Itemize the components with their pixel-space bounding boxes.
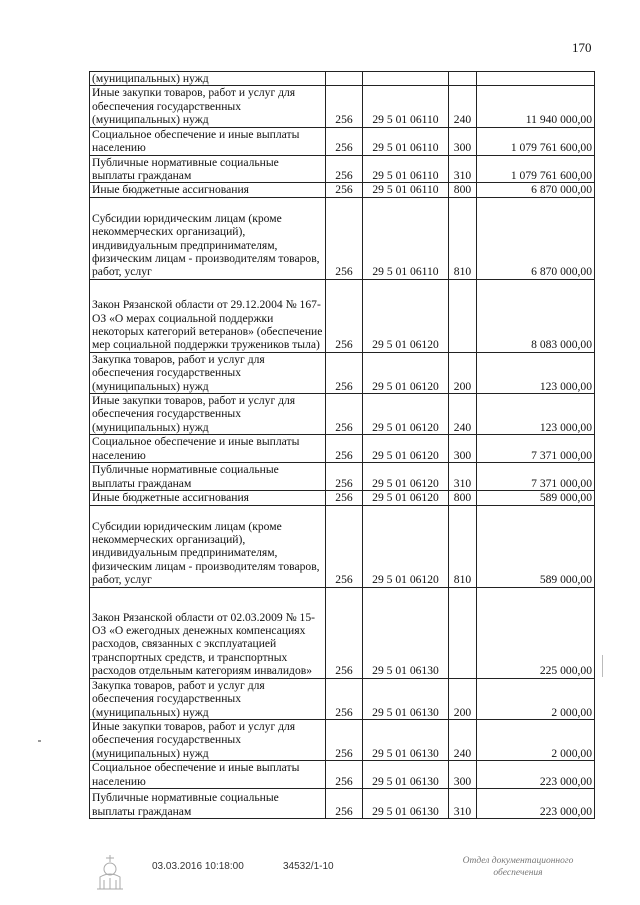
row-amount: 8 083 000,00 — [477, 279, 595, 352]
table-row — [90, 463, 595, 491]
row-ved-code: 256 — [326, 789, 363, 819]
row-amount: 2 000,00 — [477, 678, 595, 719]
row-vr-code: 300 — [449, 435, 477, 463]
row-description: Закупка товаров, работ и услуг для обеспечения государственных (муниципальных) нужд — [90, 352, 326, 393]
row-description: Иные бюджетные ассигнования — [90, 183, 326, 197]
row-ved-code: 256 — [326, 279, 363, 352]
row-amount: 7 371 000,00 — [477, 463, 595, 491]
row-csr-code: 29 5 01 06130 — [363, 678, 449, 719]
row-vr-code — [449, 72, 477, 86]
row-amount: 7 371 000,00 — [477, 435, 595, 463]
table-row — [90, 505, 595, 587]
table-row — [90, 197, 595, 279]
row-csr-code: 29 5 01 06110 — [363, 155, 449, 183]
row-csr-code: 29 5 01 06130 — [363, 719, 449, 760]
row-description: Закон Рязанской области от 02.03.2009 № 15-ОЗ «О ежегодных денежных компенсациях расходов, связанных с эксплуатацией транспортных средств, и транспортных расходов отдельным категориям инвалидов» — [90, 587, 326, 678]
row-ved-code: 256 — [326, 587, 363, 678]
row-vr-code: 810 — [449, 197, 477, 279]
row-amount: 225 000,00 — [477, 587, 595, 678]
table-row — [90, 183, 595, 197]
row-vr-code: 800 — [449, 183, 477, 197]
row-ved-code: 256 — [326, 719, 363, 760]
table-row — [90, 86, 595, 127]
row-ved-code: 256 — [326, 463, 363, 491]
row-description: Публичные нормативные социальные выплаты гражданам — [90, 789, 326, 819]
row-csr-code: 29 5 01 06130 — [363, 789, 449, 819]
row-ved-code: 256 — [326, 761, 363, 789]
row-description: Публичные нормативные социальные выплаты гражданам — [90, 155, 326, 183]
row-vr-code: 200 — [449, 352, 477, 393]
row-ved-code — [326, 72, 363, 86]
stamp-line-1: Отдел документационного — [462, 856, 574, 866]
row-description: Иные закупки товаров, работ и услуг для обеспечения государственных (муниципальных) нужд — [90, 719, 326, 760]
row-csr-code: 29 5 01 06120 — [363, 279, 449, 352]
row-vr-code: 310 — [449, 789, 477, 819]
margin-mark — [602, 655, 603, 677]
stamp-line-2: обеспечения — [493, 868, 543, 878]
row-csr-code: 29 5 01 06120 — [363, 394, 449, 435]
row-ved-code: 256 — [326, 155, 363, 183]
table-row — [90, 761, 595, 789]
row-description: Социальное обеспечение и иные выплаты населению — [90, 761, 326, 789]
table-row — [90, 127, 595, 155]
row-vr-code: 300 — [449, 127, 477, 155]
table-row — [90, 435, 595, 463]
row-description: Субсидии юридическим лицам (кроме некоммерческих организаций), индивидуальным предпринимателям, физическим лицам - производителям товаров, работ, услуг — [90, 505, 326, 587]
row-amount: 589 000,00 — [477, 491, 595, 505]
row-csr-code: 29 5 01 06130 — [363, 587, 449, 678]
row-amount: 6 870 000,00 — [477, 197, 595, 279]
row-amount: 589 000,00 — [477, 505, 595, 587]
row-amount: 1 079 761 600,00 — [477, 155, 595, 183]
row-description: (муниципальных) нужд — [90, 72, 326, 86]
row-vr-code: 240 — [449, 394, 477, 435]
coat-of-arms-icon — [93, 853, 127, 896]
row-csr-code: 29 5 01 06110 — [363, 86, 449, 127]
footer-datetime: 03.03.2016 10:18:00 — [152, 861, 244, 872]
row-ved-code: 256 — [326, 394, 363, 435]
row-vr-code: 200 — [449, 678, 477, 719]
row-ved-code: 256 — [326, 127, 363, 155]
row-csr-code: 29 5 01 06110 — [363, 183, 449, 197]
row-amount: 223 000,00 — [477, 761, 595, 789]
row-ved-code: 256 — [326, 491, 363, 505]
row-ved-code: 256 — [326, 197, 363, 279]
row-csr-code: 29 5 01 06120 — [363, 491, 449, 505]
table-row — [90, 72, 595, 86]
row-description: Субсидии юридическим лицам (кроме некоммерческих организаций), индивидуальным предпринимателям, физическим лицам - производителям товаров, работ, услуг — [90, 197, 326, 279]
row-amount: 1 079 761 600,00 — [477, 127, 595, 155]
budget-table — [89, 71, 595, 819]
table-row — [90, 719, 595, 760]
row-vr-code: 310 — [449, 463, 477, 491]
table-row — [90, 155, 595, 183]
department-stamp — [438, 855, 598, 879]
row-csr-code: 29 5 01 06110 — [363, 127, 449, 155]
row-amount: 123 000,00 — [477, 352, 595, 393]
row-ved-code: 256 — [326, 183, 363, 197]
page-number: 170 — [572, 40, 592, 55]
table-row — [90, 491, 595, 505]
row-amount: 6 870 000,00 — [477, 183, 595, 197]
row-ved-code: 256 — [326, 505, 363, 587]
row-amount: 123 000,00 — [477, 394, 595, 435]
row-csr-code: 29 5 01 06130 — [363, 761, 449, 789]
row-ved-code: 256 — [326, 86, 363, 127]
row-amount — [477, 72, 595, 86]
row-csr-code: 29 5 01 06110 — [363, 197, 449, 279]
row-ved-code: 256 — [326, 352, 363, 393]
row-vr-code: 310 — [449, 155, 477, 183]
row-csr-code: 29 5 01 06120 — [363, 352, 449, 393]
row-amount: 11 940 000,00 — [477, 86, 595, 127]
row-description: Иные бюджетные ассигнования — [90, 491, 326, 505]
row-vr-code — [449, 279, 477, 352]
row-description: Закупка товаров, работ и услуг для обеспечения государственных (муниципальных) нужд — [90, 678, 326, 719]
row-description: Закон Рязанской области от 29.12.2004 № 167-ОЗ «О мерах социальной поддержки некоторых категорий ветеранов» (обеспечение мер социальной поддержки тружеников тыла) — [90, 279, 326, 352]
table-row — [90, 279, 595, 352]
row-description: Публичные нормативные социальные выплаты гражданам — [90, 463, 326, 491]
row-ved-code: 256 — [326, 435, 363, 463]
row-csr-code: 29 5 01 06120 — [363, 505, 449, 587]
margin-dot — [38, 740, 41, 742]
row-description: Иные закупки товаров, работ и услуг для обеспечения государственных (муниципальных) нужд — [90, 394, 326, 435]
row-amount: 2 000,00 — [477, 719, 595, 760]
row-ved-code: 256 — [326, 678, 363, 719]
row-description: Социальное обеспечение и иные выплаты населению — [90, 127, 326, 155]
row-csr-code: 29 5 01 06120 — [363, 463, 449, 491]
row-csr-code: 29 5 01 06120 — [363, 435, 449, 463]
row-csr-code — [363, 72, 449, 86]
row-vr-code: 810 — [449, 505, 477, 587]
row-vr-code: 800 — [449, 491, 477, 505]
row-description: Социальное обеспечение и иные выплаты населению — [90, 435, 326, 463]
table-row — [90, 394, 595, 435]
row-vr-code: 240 — [449, 86, 477, 127]
row-vr-code — [449, 587, 477, 678]
row-description: Иные закупки товаров, работ и услуг для обеспечения государственных (муниципальных) нужд — [90, 86, 326, 127]
row-vr-code: 240 — [449, 719, 477, 760]
table-row — [90, 678, 595, 719]
footer-doc-code: 34532/1-10 — [283, 861, 334, 872]
table-row — [90, 789, 595, 819]
table-row — [90, 587, 595, 678]
row-vr-code: 300 — [449, 761, 477, 789]
row-amount: 223 000,00 — [477, 789, 595, 819]
table-row — [90, 352, 595, 393]
